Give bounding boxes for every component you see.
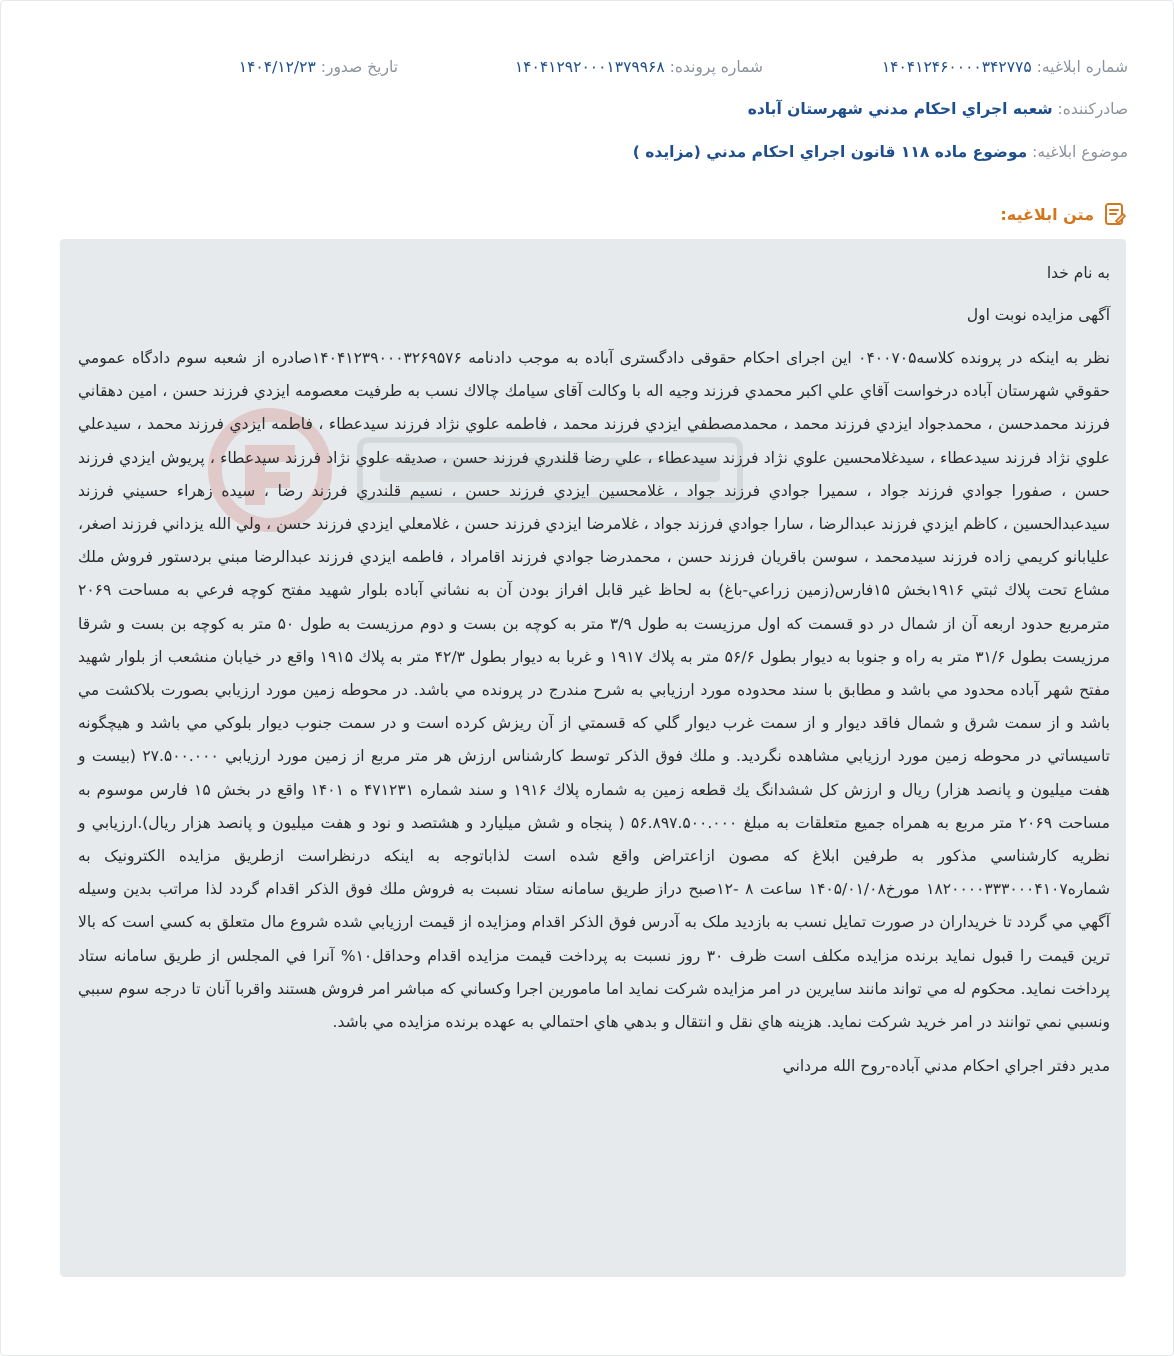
document-note-icon: [1102, 201, 1128, 227]
issuer-label: صادرکننده:: [1057, 100, 1128, 118]
subject-value: موضوع ماده ۱۱۸ قانون اجراي احكام مدني (مزايده ): [632, 143, 1028, 161]
subject-row: [633, 143, 1128, 161]
case-number-value: ۱۴۰۴۱۲۹۲۰۰۰۱۳۷۹۹۶۸: [514, 58, 665, 76]
notice-heading: آگهی مزایده نوبت اول: [966, 306, 1110, 324]
issuer-row: [748, 100, 1128, 118]
issue-date: [239, 58, 398, 76]
notice-number: [882, 58, 1128, 76]
case-number-label: شماره پرونده:: [669, 58, 763, 76]
issuer-value: شعبه اجراي احكام مدني شهرستان آباده: [747, 100, 1053, 118]
section-header: [1000, 200, 1128, 228]
bismillah: به نام خدا: [1046, 264, 1110, 282]
notice-number-label: شماره ابلاغیه:: [1036, 58, 1128, 76]
issue-date-label: تاریخ صدور:: [320, 58, 398, 76]
case-number: [515, 58, 763, 76]
notice-main-text: نظر به اینکه در پرونده کلاسه۰۴۰۰۷۰۵ این اجرای احکام حقوقی دادگستری آباده به موجب دادنامه ۱۴۰۴۱۲۳۹۰۰۰۳۲۶۹۵۷۶صادره از شعبه سوم دادگاه عمومي حقوقي شهرستان آباده درخواست آقاي علي اكبر محمدي فرزند وجيه اله با وکالت آقای سیامك چالاك نسب به طرفيت معصومه ايزدي فرزند حسن ، امين دهقاني فرزند محمدحسن ، محمدجواد ايزدي فرزند محمد ، محمدمصطفي ايزدي فرزند محمد ، فاطمه علوي نژاد فرزند سيدعطاء ، فاطمه ايزدي فرزند محمد ، سيدعلي علوي نژاد فرزند سيدعطاء ، سيدغلامحسين علوي نژاد فرزند سيدعطاء ، علي رضا قلندري فرزند حسن ، صديقه علوي نژاد فرزند سيدعطاء ، پريوش ايزدي فرزند حسن ، صفورا جوادي فرزند جواد ، سميرا جوادي فرزند جواد ، غلامحسين ايزدي فرزند حسن ، نسيم قلندري فرزند رضا ، سيده زهراء حسيني فرزند سيدعبدالحسين ، كاظم ايزدي فرزند عبدالرضا ، سارا جوادي فرزند جواد ، غلامرضا ايزدي فرزند حسن ، غلامعلي ايزدي فرزند حسن ، ولي الله يزداني فرزند اصغر، عليابانو كريمي زاده فرزند سيدمحمد ، سوسن باقريان فرزند حسن ، محمدرضا جوادي فرزند اقامراد ، فاطمه ايزدي فرزند عبدالرضا مبني بردستور فروش ملك مشاع تحت پلاك ثبتي ۱۹۱۶بخش ۱۵فارس(زمين زراعي-باغ) به لحاظ غير قابل افراز بودن آن به نشاني آباده بلوار شهيد مفتح كوچه فرعي به مساحت ۲۰۶۹ مترمربع حدود اربعه آن از شمال در دو قسمت كه اول مرزيست به طول ۳/۹ متر به كوچه بن بست و دوم مرزيست به طول ۵۰ متر به كوچه بن بست و شرقا مرزيست بطول ۳۱/۶ متر به راه و جنوبا به ديوار بطول ۵۶/۶ متر به پلاك ۱۹۱۷ و غربا به ديوار بطول ۴۲/۳ متر به پلاك ۱۹۱۵ واقع در خيابان منشعب از بلوار شهيد مفتح شهر آباده محدود مي باشد و مطابق با سند محدوده مورد ارزيابي به شرح مندرج در پرونده مي باشد. در محوطه زمين مورد ارزيابي بصورت بلاكشت مي باشد و از سمت شرق و شمال فاقد ديوار و از سمت غرب ديوار گلي كه قسمتي از آن ريزش كرده است و در سمت جنوب ديوار بلوكي مي باشد و هيچگونه تاسيساتي در محوطه زمين مورد ارزيابي مشاهده نگرديد. و ملك فوق الذكر توسط كارشناس ارزش هر متر مربع از زمين مورد ارزيابي ۲۷.۵۰۰.۰۰۰ (بيست و هفت ميليون و پانصد هزار) ريال و ارزش كل ششدانگ يك قطعه زمين به شماره پلاك ۱۹۱۶ و سند شماره ۴۷۱۲۳۱ ه ۱۴۰۱ واقع در بخش ۱۵ فارس موسوم به مساحت ۲۰۶۹ متر مربع به همراه جميع متعلقات به مبلغ ۵۶.۸۹۷.۵۰۰.۰۰۰ ( پنجاه و شش ميليارد و هشتصد و نود و هفت ميليون و پانصد هزار ريال).ارزيابي و نظريه كارشناسي مذكور به طرفين ابلاغ كه مصون ازاعتراض واقع شده است لذاباتوجه به اينكه درنظراست ازطريق مزايده الكترونيک به شماره۱۸۲۰۰۰۰۳۳۳۰۰۰۴۱۰۷ مورخ۱۴۰۵/۰۱/۰۸ ساعت ۸ -۱۲صبح دراز طريق سامانه ستاد نسبت به فروش ملك فوق الذكر اقدام گردد لذا مراتب بدين وسيله آگهي مي گردد تا خريداران در صورت تمايل نسب به بازديد ملک به آدرس فوق الذكر اقدام ومزايده از قيمت ارزيابي شده شروع مال متعلق به كسي است كه بالا ترين قيمت را قبول نمايد برنده مزايده مكلف است ظرف ۳۰ روز نسبت به پرداخت قيمت مزايده اقدام وحداقل۱۰% آنرا في المجلس از طريق سامانه ستاد پرداخت نمايد. محكوم له مي تواند مانند سايرين در امر مزايده شركت نمايد اما مامورين اجرا وكساني كه مباشر امر فروش هستند واقربا آنان تا درجه سوم سببي ونسبي نمي توانند در امر خريد شركت نمايد. هزينه هاي نقل و انتقال و بدهي هاي احتمالي به عهده برنده مزايده مي باشد.: [78, 349, 1111, 1032]
meta-row: [46, 58, 1128, 82]
notice-number-value: ۱۴۰۴۱۲۴۶۰۰۰۰۳۴۲۷۷۵: [881, 58, 1032, 76]
subject-label: موضوع ابلاغیه:: [1032, 143, 1128, 161]
notice-content: [78, 258, 1110, 1081]
section-title: متن ابلاغیه:: [1000, 204, 1094, 224]
signature: مدير دفتر اجراي احكام مدني آباده-روح الله مرداني: [782, 1057, 1110, 1076]
issue-date-value: ۱۴۰۴/۱۲/۲۳: [238, 58, 316, 76]
